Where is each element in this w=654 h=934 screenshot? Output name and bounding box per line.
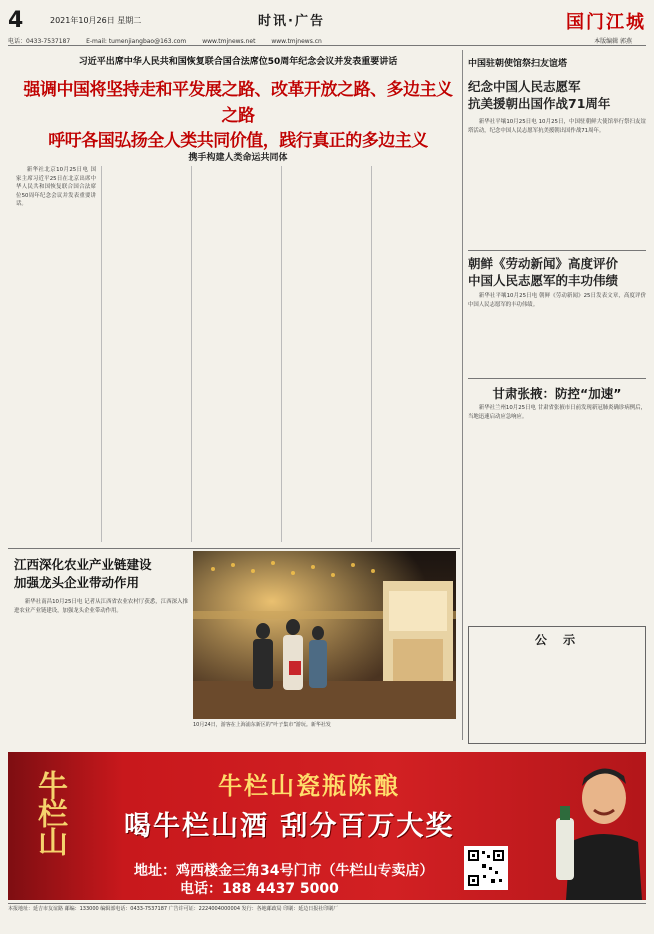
- section-divider: [468, 250, 646, 251]
- article-lead: 新华社北京10月25日电 国家主席习近平25日在北京出席中华人民共和国恢复联合国合法席位50周年纪念会议并发表重要讲话。: [16, 167, 96, 208]
- story1-kicker: 中国驻朝使馆祭扫友谊塔: [468, 59, 568, 69]
- main-headline-line1: 强调中国将坚持走和平发展之路、改革开放之路、多边主义之路: [23, 80, 453, 126]
- editor-credit: 本版编辑 郭燕: [594, 38, 632, 45]
- ad-phone: 电话：188 4437 5000: [180, 881, 339, 897]
- public-notice-box: [468, 626, 646, 744]
- main-headline-line2: 呼吁各国弘扬全人类共同价值，践行真正的多边主义: [48, 131, 428, 151]
- column-divider: [281, 166, 282, 542]
- jiangxi-headline-line2: 加强龙头企业带动作用: [14, 575, 140, 590]
- contact-line: [8, 36, 646, 46]
- story2-headline-line1: 朝鲜《劳动新闻》高度评价: [468, 256, 619, 271]
- spokesperson-image: [546, 752, 646, 900]
- story1-body: [468, 118, 646, 246]
- phone-text: 电话：0433-7537187: [8, 38, 71, 45]
- liquor-advertisement[interactable]: [8, 752, 646, 900]
- article-column-5: [376, 166, 458, 542]
- section-title: 时讯·广告: [258, 14, 325, 29]
- jiangxi-body: [14, 598, 188, 740]
- email-link[interactable]: E-mail: tumenjiangbao@163.com: [86, 38, 187, 45]
- photo-caption: 10月24日，游客在上海浦东新区的“叶子集市”游玩。新华社发: [193, 722, 331, 728]
- jiangxi-headline-line1: 江西深化农业产业链建设: [14, 557, 152, 572]
- ad-brand: 牛栏山瓷瓶陈酿: [218, 772, 400, 800]
- page-number: 4: [8, 8, 24, 33]
- story2-lead: 新华社平壤10月25日电 朝鲜《劳动新闻》25日发表文章，高度评价中国人民志愿军的丰功伟绩。: [468, 293, 646, 308]
- website-link[interactable]: www.tmjnews.net: [202, 38, 256, 45]
- story1-lead: 新华社平壤10月25日电 10月25日，中国驻朝鲜大使馆举行祭扫友谊塔活动，纪念中国人民志愿军抗美援朝出国作战71周年。: [468, 119, 646, 134]
- main-kicker: 习近平出席中华人民共和国恢复联合国合法席位50周年纪念会议并发表重要讲话: [78, 57, 398, 67]
- ad-slogan: 喝牛栏山酒 刮分百万大奖: [124, 811, 455, 842]
- ad-address: 地址：鸡西楼金三角34号门市（牛栏山专卖店）: [134, 863, 434, 879]
- column-divider: [101, 166, 102, 542]
- news-photo: [193, 551, 456, 719]
- jiangxi-headline[interactable]: [14, 556, 188, 592]
- ad-calligraphy: 牛栏山: [32, 770, 67, 854]
- article-column-2: [106, 166, 186, 542]
- story3-lead: 新华社兰州10月25日电 甘肃省张掖市日前发现新冠肺炎确诊病例后，当地迅速启动应急响应。: [468, 405, 646, 420]
- masthead: [8, 8, 646, 38]
- story1-headline[interactable]: [468, 78, 646, 112]
- story3-body: [468, 404, 646, 618]
- column-divider: [191, 166, 192, 542]
- main-subhead: 携手构建人类命运共同体: [188, 153, 288, 163]
- story2-headline[interactable]: [468, 255, 646, 289]
- issue-date: 2021年10月26日 星期二: [50, 16, 142, 25]
- right-column-rule: [462, 50, 463, 740]
- story2-body: [468, 292, 646, 376]
- newspaper-logo: 国门江城: [566, 12, 646, 33]
- article-column-3: [196, 166, 276, 542]
- story1-headline-line1: 纪念中国人民志愿军: [468, 79, 581, 94]
- story1-headline-line2: 抗美援朝出国作战71周年: [468, 96, 611, 111]
- qr-code-icon[interactable]: [464, 846, 508, 890]
- market-scene-image: [193, 551, 456, 719]
- article-column-4: [286, 166, 366, 542]
- section-divider: [8, 548, 460, 549]
- notice-title: 公 示: [534, 633, 582, 647]
- website-link-2[interactable]: www.tmjnews.cn: [271, 38, 322, 45]
- section-divider: [468, 378, 646, 379]
- article-column-1: [16, 166, 96, 542]
- column-divider: [371, 166, 372, 542]
- jiangxi-lead: 新华社南昌10月25日电 记者从江西省农业农村厅获悉，江西深入推进农业产业链建设，加强龙头企业带动作用。: [14, 599, 188, 614]
- story3-headline[interactable]: 甘肃张掖：防控“加速”: [492, 386, 622, 401]
- story2-headline-line2: 中国人民志愿军的丰功伟绩: [468, 273, 619, 288]
- page-footer: 本报地址：延吉市友谊路 邮编：133000 编辑部电话：0433-7537187 广告许可证：2224004000004 发行：各地邮政局 印刷：延边日报社印刷厂: [8, 903, 646, 923]
- main-headline[interactable]: [18, 78, 458, 155]
